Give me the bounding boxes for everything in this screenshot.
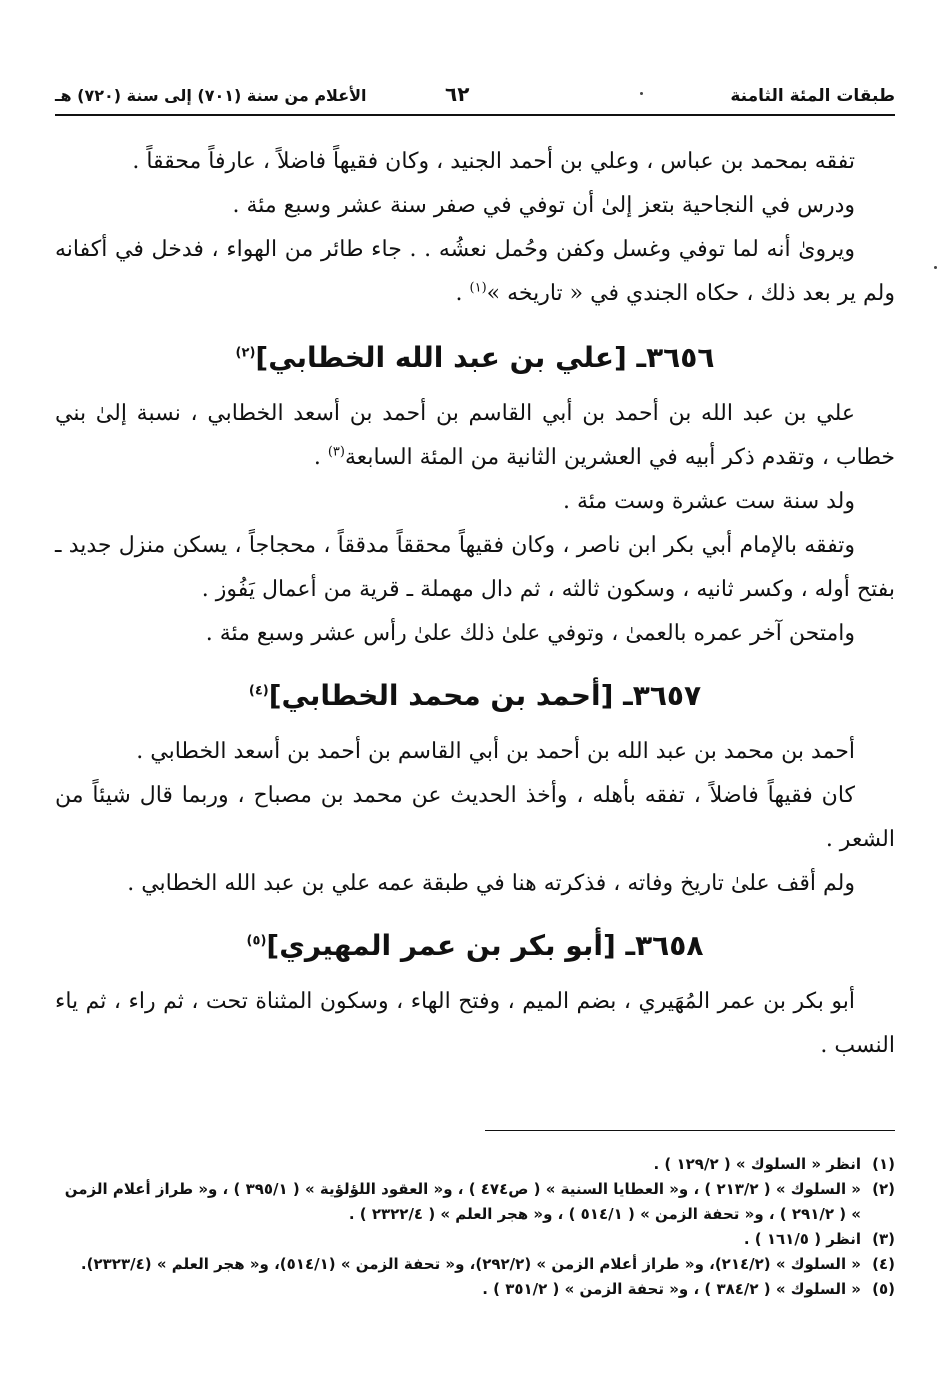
entry-paragraph: [55, 980, 895, 1068]
page-number: ٦٢: [445, 82, 470, 106]
entry-title-text: ٣٦٥٨ـ [أبو بكر بن عمر المهيري]: [266, 929, 704, 962]
book-page: [55, 76, 895, 1376]
footnote-text: « السلوك » ( ٢١٣/٢ ) ، و« العطايا السنية » ( ص٤٧٤ ) ، و« العقود اللؤلؤية » ( ٣٩٥/١ ) ، و« طراز أعلام الزمن » ( ٢٩١/٢ ) ، و« تحفة الزمن » ( ٥١٤/١ ) ، و« هجر العلم » ( ٢٣٢٢/٤ ) .: [64, 1180, 861, 1223]
paragraph-text: أبو بكر بن عمر المُهَيري ، بضم الميم ، وفتح الهاء ، وسكون المثناة تحت ، ثم راء ، ثم ياء النسب .: [55, 989, 895, 1058]
header-range-title: الأعلام من سنة (٧٠١) إلى سنة (٧٢٠) هـ: [55, 86, 367, 105]
biography-entry: [55, 662, 895, 906]
footnote-number: (٥): [872, 1280, 895, 1298]
paragraph-text: علي بن عبد الله بن أحمد بن أبي القاسم بن أحمد بن أسعد الخطابي ، نسبة إلىٰ بني خطاب ، وتقدم ذكر أبيه في العشرين الثانية من المئة السابعة: [55, 401, 895, 470]
footnote-ref: (٢): [235, 345, 256, 361]
footnote-number: (١): [872, 1155, 895, 1173]
intro-text: تفقه بمحمد بن عباس ، وعلي بن أحمد الجنيد ، وكان فقيهاً فاضلاً ، عارفاً محققاً .: [132, 149, 855, 174]
paragraph-text: كان فقيهاً فاضلاً ، تفقه بأهله ، وأخذ الحديث عن محمد بن مصباح ، وربما قال شيئاً من الشعر .: [55, 783, 895, 852]
footnote-text: « السلوك » ( ٣٨٤/٢ ) ، و« تحفة الزمن » ( ٣٥١/٢ ) .: [482, 1280, 861, 1298]
footnote-separator: [485, 1130, 895, 1131]
intro-text: ويروىٰ أنه لما توفي وغسل وكفن وحُمل نعشُه . . جاء طائر من الهواء ، فدخل في أكفانه ولم ير بعد ذلك ، حكاه الجندي في « تاريخه »: [55, 237, 895, 306]
footnote-number: (٤): [872, 1255, 895, 1273]
entry-title: [55, 662, 895, 730]
page-header: [55, 76, 895, 114]
paragraph-text: ولد سنة ست عشرة وست مئة .: [562, 489, 855, 514]
footnotes: [55, 1152, 895, 1302]
entry-paragraph: [55, 392, 895, 480]
paragraph-text: وامتحن آخر عمره بالعمىٰ ، وتوفي علىٰ ذلك علىٰ رأس عشر وسبع مئة .: [205, 621, 855, 646]
paragraph-text: وتفقه بالإمام أبي بكر ابن ناصر ، وكان فقيهاً محققاً مدققاً ، محجاجاً ، يسكن منزل جديد ـ بفتح أوله ، وكسر ثانيه ، وسكون ثالثه ، ثم دال مهملة ـ قرية من أعمال يَفُوز .: [55, 533, 895, 602]
intro-paragraph: [55, 140, 895, 184]
footnote-ref: (٥): [246, 933, 267, 949]
footnote-number: (٣): [872, 1230, 895, 1248]
intro-text-end: .: [455, 281, 470, 306]
entry-paragraph: [55, 612, 895, 656]
biography-entry: [55, 912, 895, 1068]
footnote-text: « السلوك » (٢١٤/٢)، و« طراز أعلام الزمن » (٢٩٢/٢)، و« تحفة الزمن » (٥١٤/١)، و« هجر العلم » (٢٣٢٣/٤).: [80, 1255, 861, 1273]
scan-speck: [640, 92, 643, 95]
entry-paragraph: [55, 480, 895, 524]
entry-title-text: ٣٦٥٦ـ [علي بن عبد الله الخطابي]: [255, 341, 715, 374]
entry-paragraph: [55, 862, 895, 906]
intro-text: ودرس في النجاحية بتعز إلىٰ أن توفي في صفر سنة عشر وسبع مئة .: [232, 193, 855, 218]
entry-title-text: ٣٦٥٧ـ [أحمد بن محمد الخطابي]: [268, 679, 702, 712]
footnote-item: [55, 1277, 895, 1302]
entry-title: [55, 912, 895, 980]
footnote-item: [55, 1227, 895, 1252]
biography-entry: [55, 324, 895, 656]
entry-title: [55, 324, 895, 392]
entry-paragraph: [55, 774, 895, 862]
paragraph-text: ولم أقف علىٰ تاريخ وفاته ، فذكرته هنا في طبقة عمه علي بن عبد الله الخطابي .: [127, 871, 855, 896]
footnote-item: [55, 1152, 895, 1177]
intro-paragraph: [55, 228, 895, 316]
footnote-text: انظر ( ١٦١/٥ ) .: [743, 1230, 861, 1248]
header-rule: [55, 114, 895, 116]
paragraph-end: .: [313, 445, 328, 470]
footnote-number: (٢): [872, 1180, 895, 1198]
footnote-ref: (١): [469, 280, 487, 296]
paragraph-text: أحمد بن محمد بن عبد الله بن أحمد بن أبي القاسم بن أحمد بن أسعد الخطابي .: [136, 739, 855, 764]
footnote-text: انظر « السلوك » ( ١٢٩/٢ ) .: [653, 1155, 861, 1173]
main-text: [55, 140, 895, 1068]
footnote-item: [55, 1252, 895, 1277]
footnote-item: [55, 1177, 895, 1227]
intro-paragraph: [55, 184, 895, 228]
header-section-title: طبقات المئة الثامنة: [730, 86, 895, 106]
footnote-ref: (٣): [327, 444, 345, 460]
scan-speck: [934, 266, 937, 269]
footnote-ref: (٤): [248, 683, 269, 699]
entry-paragraph: [55, 730, 895, 774]
entry-paragraph: [55, 524, 895, 612]
